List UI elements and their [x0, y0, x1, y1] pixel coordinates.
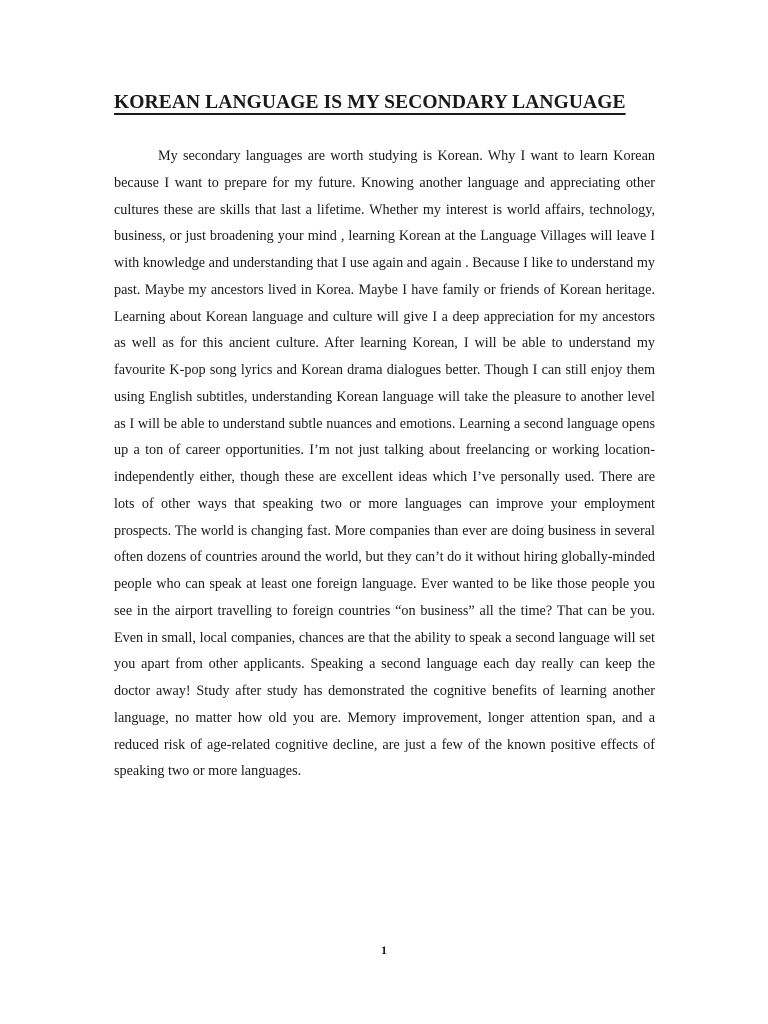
- body-paragraph: My secondary languages are worth studying is Korean. Why I want to learn Korean because I want to prepare for my future. Knowing another language and appreciating other cultures these are skills that last a lifetime. Whether my interest is world affairs, technology, business, or just broadening your mind , learning Korean at the Language Villages will leave I with knowledge and understanding that I use again and again . Because I like to understand my past. Maybe my ancestors lived in Korea. Maybe I have family or friends of Korean heritage. Learning about Korean language and culture will give I a deep appreciation for my ancestors as well as for this ancient culture. After learning Korean, I will be able to understand my favourite K-pop song lyrics and Korean drama dialogues better. Though I can still enjoy them using English subtitles, understanding Korean language will take the pleasure to another level as I will be able to understand subtle nuances and emotions. Learning a second language opens up a ton of career opportunities. I’m not just talking about freelancing or working location-independently either, though these are excellent ideas which I’ve personally used. There are lots of other ways that speaking two or more languages can improve your employment prospects. The world is changing fast. More companies than ever are doing business in several often dozens of countries around the world, but they can’t do it without hiring globally-minded people who can speak at least one foreign language. Ever wanted to be like those people you see in the airport travelling to foreign countries “on business” all the time? That can be you. Even in small, local companies, chances are that the ability to speak a second language will set you apart from other applicants. Speaking a second language each day really can keep the doctor away! Study after study has demonstrated the cognitive benefits of learning another language, no matter how old you are. Memory improvement, longer attention span, and a reduced risk of age-related cognitive decline, are just a few of the known positive effects of speaking two or more languages.: [114, 148, 655, 780]
- document-title: KOREAN LANGUAGE IS MY SECONDARY LANGUAGE: [114, 92, 626, 113]
- page-number: 1: [381, 943, 387, 957]
